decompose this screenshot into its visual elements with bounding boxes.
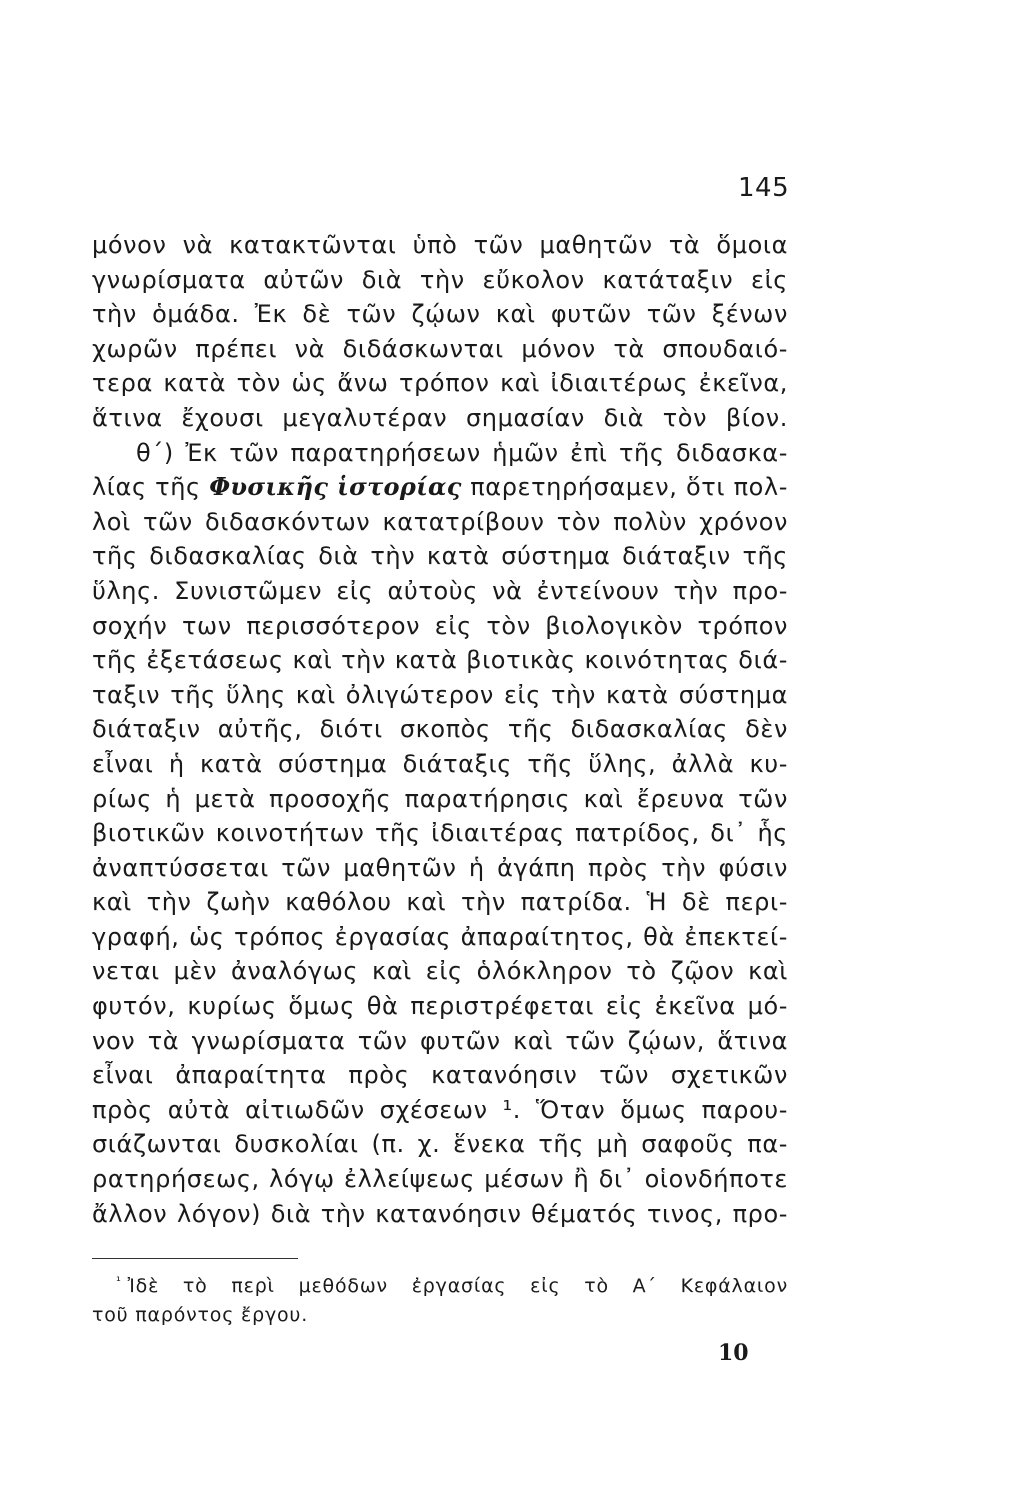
footnote-text: Ἰδὲ τὸ περὶ μεθόδων ἐργασίας εἰς τὸ Α΄ Κεφάλαιον bbox=[127, 1275, 788, 1297]
footnote bbox=[92, 1272, 788, 1330]
footnote-line: τοῦ παρόντος ἔργου. bbox=[92, 1304, 309, 1326]
text-line: τῆς διδασκαλίας διὰ τὴν κατὰ σύστημα διάταξιν τῆς bbox=[92, 542, 788, 571]
footnote-divider bbox=[92, 1258, 298, 1259]
footnote-line bbox=[92, 1272, 788, 1301]
text-line: ἅτινα ἔχουσι μεγαλυτέραν σημασίαν διὰ τὸν βίον. bbox=[92, 403, 788, 432]
text-line-emphasis bbox=[92, 470, 788, 505]
text-line: ρατηρήσεως, λόγῳ ἐλλείψεως μέσων ἢ δι᾿ οἱονδήποτε bbox=[92, 1165, 788, 1194]
text-segment: παρετηρήσαμεν, ὅτι πολ- bbox=[470, 473, 788, 502]
text-line: ἀναπτύσσεται τῶν μαθητῶν ἡ ἀγάπη πρὸς τὴν φύσιν bbox=[92, 853, 788, 882]
text-line: ὕλης. Συνιστῶμεν εἰς αὐτοὺς νὰ ἐντείνουν τὴν προ- bbox=[92, 576, 788, 605]
footnote-marker: ¹ bbox=[116, 1273, 122, 1288]
text-line: τερα κατὰ τὸν ὡς ἄνω τρόπον καὶ ἰδιαιτέρως ἐκεῖνα, bbox=[92, 369, 788, 398]
text-line: σιάζωνται δυσκολίαι (π. χ. ἕνεκα τῆς μὴ σαφοῦς πα- bbox=[92, 1130, 788, 1159]
text-line: λοὶ τῶν διδασκόντων κατατρίβουν τὸν πολὺν χρόνον bbox=[92, 507, 788, 536]
text-line: φυτόν, κυρίως ὅμως θὰ περιστρέφεται εἰς ἐκεῖνα μό- bbox=[92, 992, 788, 1021]
text-segment: λίας τῆς bbox=[92, 473, 201, 502]
text-line: βιοτικῶν κοινοτήτων τῆς ἰδιαιτέρας πατρίδος, δι᾿ ἧς bbox=[92, 819, 788, 848]
text-line: γραφή, ὡς τρόπος ἐργασίας ἀπαραίτητος, θὰ ἐπεκτεί- bbox=[92, 922, 788, 951]
text-line: καὶ τὴν ζωὴν καθόλου καὶ τὴν πατρίδα. Ἡ δὲ περι- bbox=[92, 888, 788, 917]
page-number: 145 bbox=[738, 173, 790, 203]
text-line: ρίως ἡ μετὰ προσοχῆς παρατήρησις καὶ ἔρευνα τῶν bbox=[92, 784, 788, 813]
text-line: νεται μὲν ἀναλόγως καὶ εἰς ὁλόκληρον τὸ ζῷον καὶ bbox=[92, 957, 788, 986]
emphasized-term: Φυσικῆς ἱστορίας bbox=[209, 472, 462, 502]
text-line: ἄλλον λόγον) διὰ τὴν κατανόησιν θέματός τινος, προ- bbox=[92, 1199, 788, 1228]
text-line: νον τὰ γνωρίσματα τῶν φυτῶν καὶ τῶν ζῴων, ἅτινα bbox=[92, 1026, 788, 1055]
text-line: χωρῶν πρέπει νὰ διδάσκωνται μόνον τὰ σπουδαιό- bbox=[92, 334, 788, 363]
text-line: σοχήν των περισσότερον εἰς τὸν βιολογικὸν τρόπον bbox=[92, 611, 788, 640]
text-line: τὴν ὁμάδα. Ἐκ δὲ τῶν ζῴων καὶ φυτῶν τῶν ξένων bbox=[92, 300, 788, 329]
text-line: γνωρίσματα αὐτῶν διὰ τὴν εὔκολον κατάταξιν εἰς bbox=[92, 265, 788, 294]
text-line: εἶναι ἡ κατὰ σύστημα διάταξις τῆς ὕλης, ἀλλὰ κυ- bbox=[92, 749, 788, 778]
text-line: μόνον νὰ κατακτῶνται ὑπὸ τῶν μαθητῶν τὰ ὅμοια bbox=[92, 231, 788, 259]
text-line: θ΄) Ἐκ τῶν παρατηρήσεων ἡμῶν ἐπὶ τῆς διδασκα- bbox=[136, 438, 788, 467]
text-line: διάταξιν αὐτῆς, διότι σκοπὸς τῆς διδασκαλίας δὲν bbox=[92, 715, 788, 744]
body-text bbox=[92, 228, 788, 1231]
text-line: ταξιν τῆς ὕλης καὶ ὀλιγώτερον εἰς τὴν κατὰ σύστημα bbox=[92, 680, 788, 709]
text-line: τῆς ἐξετάσεως καὶ τὴν κατὰ βιοτικὰς κοινότητας διά- bbox=[92, 646, 788, 675]
signature-mark: 10 bbox=[718, 1340, 749, 1366]
text-line: πρὸς αὐτὰ αἰτιωδῶν σχέσεων ¹. Ὅταν ὅμως παρου- bbox=[92, 1095, 788, 1124]
text-line: εἶναι ἀπαραίτητα πρὸς κατανόησιν τῶν σχετικῶν bbox=[92, 1061, 788, 1090]
